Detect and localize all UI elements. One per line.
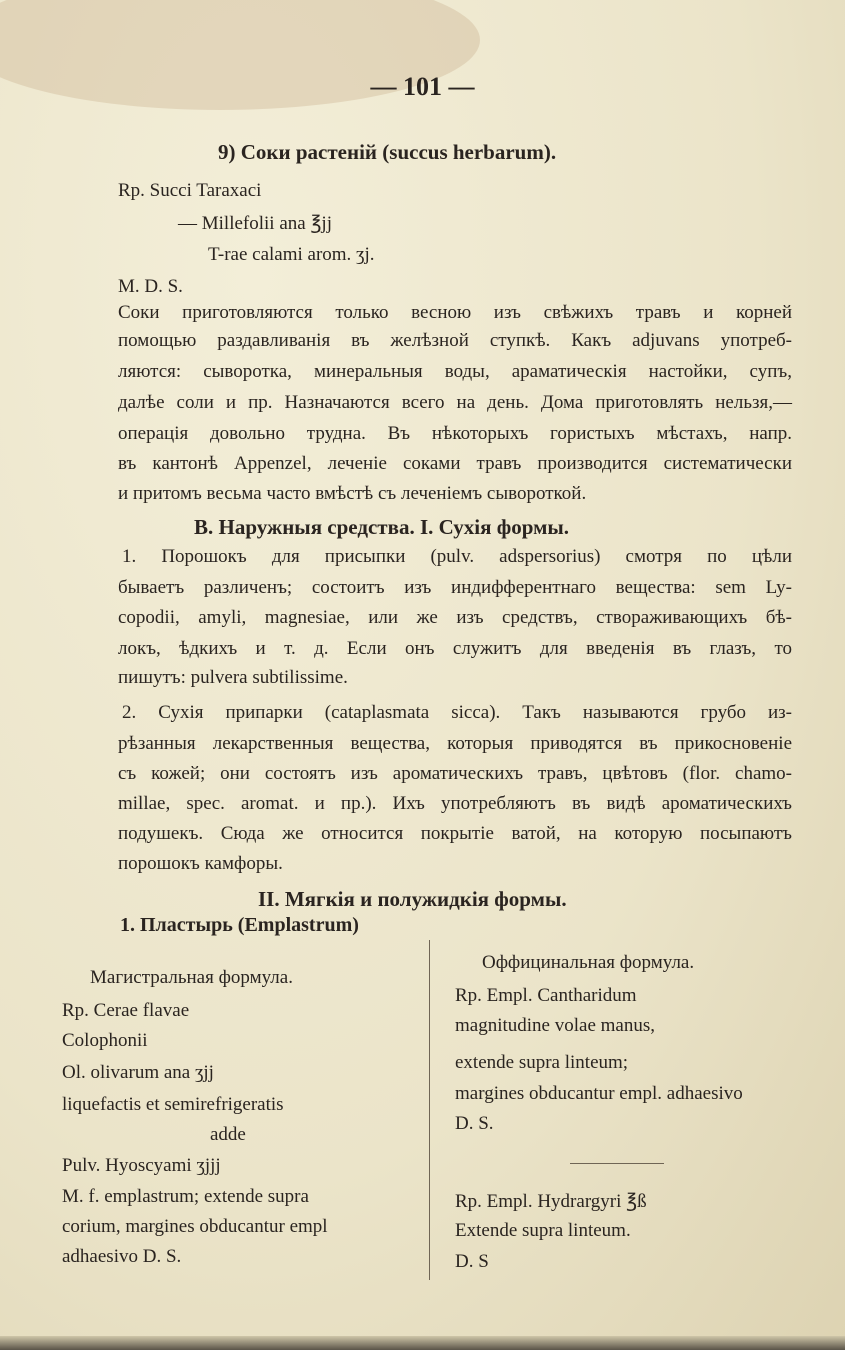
recipe-line: M. f. emplastrum; extende supra — [62, 1186, 309, 1207]
paragraph-line: порошокъ камфоры. — [118, 853, 283, 874]
section-b-heading: B. Наружныя средства. I. Сухія формы. — [194, 515, 570, 539]
recipe-line: liquefactis et semirefrigeratis — [62, 1094, 284, 1115]
right-column-heading: Оффицинальная формула. — [482, 952, 695, 973]
recipe-line: Extende supra linteum. — [455, 1220, 631, 1241]
recipe-line: D. S — [455, 1251, 489, 1272]
paragraph-line: локъ, ѣдкихъ и т. д. Если онъ служитъ для введенія въ глазъ, то — [118, 638, 792, 659]
recipe-line: Ol. olivarum ana ʒjj — [62, 1062, 214, 1083]
recipe-line: margines obducantur empl. adhaesivo — [455, 1083, 743, 1104]
recipe-line: Rp. Empl. Hydrargyri ℥ß — [455, 1191, 647, 1212]
recipe-line: Pulv. Hyoscyami ʒjjj — [62, 1155, 221, 1176]
recipe-line: adhaesivo D. S. — [62, 1246, 182, 1267]
paragraph-line: подушекъ. Сюда же относится покрытіе ватой, на которую посыпаютъ — [118, 823, 792, 844]
recipe-line: T-rae calami arom. ʒj. — [208, 244, 375, 265]
paragraph-line: рѣзанныя лекарственныя вещества, которыя приводятся въ прикосновеніе — [118, 733, 792, 754]
recipe-line: magnitudine volae manus, — [455, 1015, 655, 1036]
left-column-heading: Магистральная формула. — [90, 967, 293, 988]
paragraph-line: 1. Порошокъ для присыпки (pulv. adspersorius) смотря по цѣли — [122, 546, 792, 567]
paragraph-line: операція довольно трудна. Въ нѣкоторыхъ гористыхъ мѣстахъ, напр. — [118, 423, 792, 444]
paragraph-line: ляются: сыворотка, минеральныя воды, араматическія настойки, супъ, — [118, 361, 792, 382]
separator-rule — [570, 1163, 664, 1164]
paragraph-line: помощью раздавливанія въ желѣзной ступкѣ. Какъ adjuvans употреб- — [118, 330, 792, 351]
paragraph-line: Соки приготовляются только весною изъ свѣжихъ травъ и корней — [118, 302, 792, 323]
recipe-line: D. S. — [455, 1113, 494, 1134]
recipe-line: M. D. S. — [118, 276, 183, 297]
paragraph-line: пишутъ: pulvera subtilissime. — [118, 667, 348, 688]
paragraph-line: millae, spec. aromat. и пр.). Ихъ употребляютъ въ видѣ ароматическихъ — [118, 793, 792, 814]
paragraph-line: 2. Сухія припарки (cataplasmata sicca). Такъ называются грубо из- — [122, 702, 792, 723]
page-number: — 101 — — [370, 72, 475, 101]
paragraph-line: бываетъ различенъ; состоитъ изъ индифферентнаго вещества: sem Ly- — [118, 577, 792, 598]
page-bottom-edge — [0, 1336, 845, 1350]
column-divider — [429, 940, 430, 1280]
recipe-line: corium, margines obducantur empl — [62, 1216, 328, 1237]
recipe-line: Rp. Empl. Cantharidum — [455, 985, 637, 1006]
paragraph-line: copodii, amyli, magnesiae, или же изъ средствъ, створаживающихъ бѣ- — [118, 607, 792, 628]
paragraph-line: съ кожей; они состоятъ изъ ароматическихъ травъ, цвѣтовъ (flor. chamo- — [118, 763, 792, 784]
recipe-line: extende supra linteum; — [455, 1052, 629, 1073]
recipe-line: Colophonii — [62, 1030, 148, 1051]
item-heading: 1. Пластырь (Emplastrum) — [120, 914, 359, 936]
recipe-line: Rp. Cerae flavae — [62, 1000, 190, 1021]
paragraph-line: далѣе соли и пр. Назначаются всего на день. Дома приготовлять нельзя,— — [118, 392, 792, 413]
recipe-line: Rp. Succi Taraxaci — [118, 180, 262, 201]
recipe-line: — Millefolii ana ℥jj — [178, 213, 332, 234]
section-ii-heading: II. Мягкія и полужидкія формы. — [258, 887, 567, 911]
section-9-heading: 9) Соки растеній (succus herbarum). — [218, 140, 557, 164]
paragraph-line: и притомъ весьма часто вмѣстѣ съ леченіемъ сывороткой. — [118, 483, 587, 504]
recipe-line: adde — [210, 1124, 246, 1145]
paragraph-line: въ кантонѣ Appenzel, леченіе соками травъ производится систематически — [118, 453, 792, 474]
